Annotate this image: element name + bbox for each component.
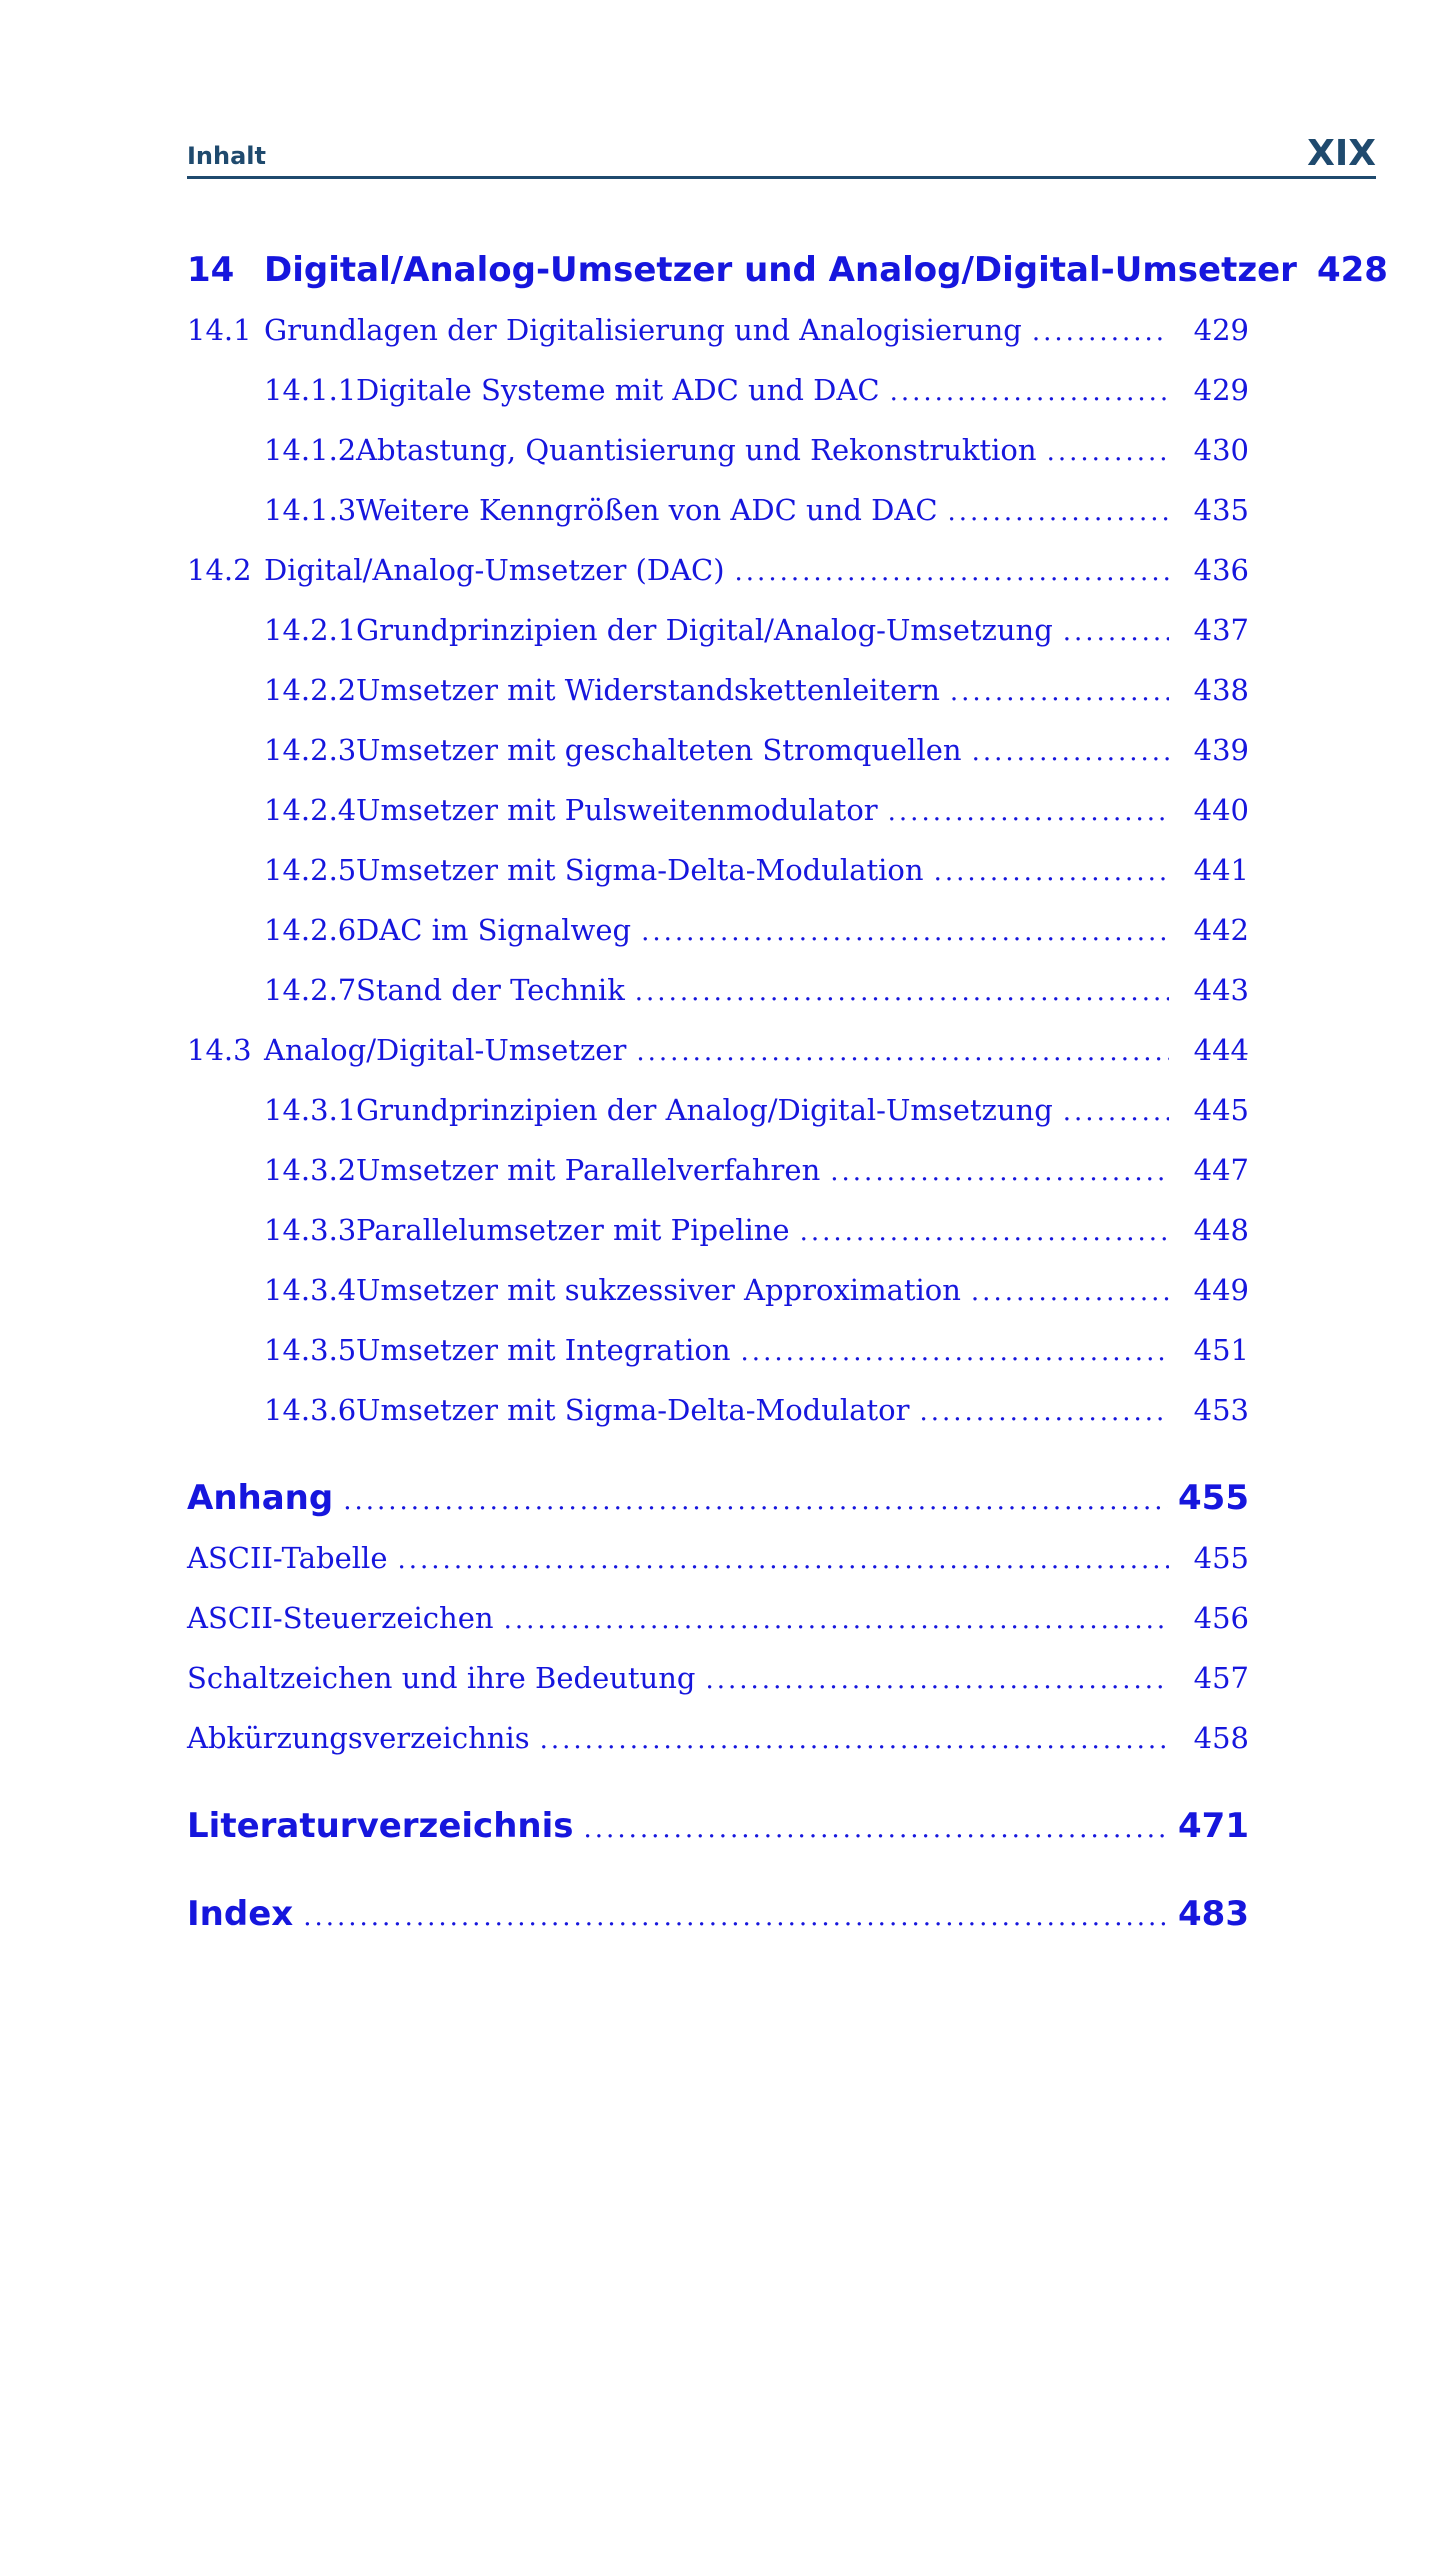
section-spacer xyxy=(187,1856,1249,1884)
entry-page: 436 xyxy=(1193,553,1249,587)
toc-index[interactable] xyxy=(187,1884,1249,1944)
appendix-item-title: ASCII-Steuerzeichen xyxy=(187,1601,494,1635)
toc-entry[interactable] xyxy=(187,660,1249,720)
entry-number: 14.1.2 xyxy=(264,433,357,467)
dot-leader xyxy=(1063,1082,1169,1142)
entry-title: DAC im Signalweg xyxy=(356,913,632,947)
dot-leader xyxy=(934,842,1169,902)
toc-entry[interactable] xyxy=(187,1380,1249,1440)
entry-page: 440 xyxy=(1193,793,1249,827)
entry-title: Digitale Systeme mit ADC und DAC xyxy=(356,373,880,407)
entry-title: Umsetzer mit Parallelverfahren xyxy=(356,1153,821,1187)
entry-number: 14.3.4 xyxy=(264,1273,357,1307)
entry-number: 14.3 xyxy=(187,1033,252,1067)
entry-number: 14.2.6 xyxy=(264,913,357,947)
toc-entry[interactable] xyxy=(187,300,1249,360)
dot-leader xyxy=(735,542,1169,602)
appendix-item-page: 458 xyxy=(1193,1721,1249,1755)
entry-number: 14.2.5 xyxy=(264,853,357,887)
entry-number: 14.2.2 xyxy=(264,673,357,707)
entry-number: 14.1.1 xyxy=(264,373,357,407)
entry-page: 435 xyxy=(1193,493,1249,527)
entry-number: 14.2.1 xyxy=(264,613,357,647)
dot-leader xyxy=(398,1530,1170,1590)
appendix-item-title: Abkürzungsverzeichnis xyxy=(187,1721,530,1755)
entry-number: 14.3.2 xyxy=(264,1153,357,1187)
dot-leader xyxy=(972,722,1169,782)
entry-number: 14.2 xyxy=(187,553,252,587)
entry-title: Umsetzer mit Sigma-Delta-Modulator xyxy=(356,1393,910,1427)
toc-bibliography[interactable] xyxy=(187,1796,1249,1856)
entry-page: 438 xyxy=(1193,673,1249,707)
entry-number: 14.2.4 xyxy=(264,793,357,827)
toc-entry[interactable] xyxy=(187,1260,1249,1320)
chapter-title: Digital/Analog-Umsetzer und Analog/Digital-Umsetzer xyxy=(264,250,1297,290)
entry-title: Umsetzer mit geschalteten Stromquellen xyxy=(356,733,962,767)
dot-leader xyxy=(303,1887,1168,1947)
dot-leader xyxy=(705,1650,1169,1710)
toc-entry[interactable] xyxy=(187,900,1249,960)
toc-entry[interactable] xyxy=(187,1320,1249,1380)
appendix-item-title: Schaltzeichen und ihre Bedeutung xyxy=(187,1661,696,1695)
entry-page: 437 xyxy=(1193,613,1249,647)
index-title: Index xyxy=(187,1894,294,1934)
appendix-page: 455 xyxy=(1178,1478,1249,1518)
dot-leader xyxy=(948,482,1169,542)
entry-title: Grundlagen der Digitalisierung und Analogisierung xyxy=(264,313,1022,347)
toc-appendix-item[interactable] xyxy=(187,1528,1249,1588)
entry-title: Grundprinzipien der Analog/Digital-Umsetzung xyxy=(356,1093,1053,1127)
appendix-item-page: 456 xyxy=(1193,1601,1249,1635)
entry-page: 443 xyxy=(1193,973,1249,1007)
entry-page: 451 xyxy=(1193,1333,1249,1367)
toc-chapter-14[interactable] xyxy=(187,240,1388,300)
toc-entry[interactable] xyxy=(187,1020,1249,1080)
dot-leader xyxy=(830,1142,1169,1202)
appendix-item-page: 457 xyxy=(1193,1661,1249,1695)
toc-entry[interactable] xyxy=(187,360,1249,420)
entry-page: 429 xyxy=(1193,313,1249,347)
dot-leader xyxy=(641,902,1169,962)
entry-page: 448 xyxy=(1193,1213,1249,1247)
table-of-contents xyxy=(187,240,1388,1944)
entry-page: 429 xyxy=(1193,373,1249,407)
entry-number: 14.1.3 xyxy=(264,493,357,527)
entry-number: 14.3.5 xyxy=(264,1333,357,1367)
toc-entry[interactable] xyxy=(187,420,1249,480)
entry-page: 449 xyxy=(1193,1273,1249,1307)
entry-page: 441 xyxy=(1193,853,1249,887)
dot-leader xyxy=(890,362,1169,422)
section-spacer xyxy=(187,1440,1249,1468)
entry-title: Umsetzer mit Widerstandskettenleitern xyxy=(356,673,940,707)
entry-number: 14.2.3 xyxy=(264,733,357,767)
entry-page: 445 xyxy=(1193,1093,1249,1127)
dot-leader xyxy=(504,1590,1169,1650)
entry-page: 442 xyxy=(1193,913,1249,947)
toc-entry[interactable] xyxy=(187,1200,1249,1260)
entry-title: Umsetzer mit Pulsweitenmodulator xyxy=(356,793,878,827)
chapter-number: 14 xyxy=(187,250,235,290)
entry-page: 444 xyxy=(1193,1033,1249,1067)
running-head-section: Inhalt xyxy=(187,142,266,170)
entry-title: Umsetzer mit sukzessiver Approximation xyxy=(356,1273,961,1307)
dot-leader xyxy=(919,1382,1169,1442)
entry-page: 430 xyxy=(1193,433,1249,467)
toc-entry[interactable] xyxy=(187,1140,1249,1200)
bibliography-page: 471 xyxy=(1178,1806,1249,1846)
dot-leader xyxy=(888,782,1169,842)
bibliography-title: Literaturverzeichnis xyxy=(187,1806,574,1846)
dot-leader xyxy=(1063,602,1169,662)
appendix-item-title: ASCII-Tabelle xyxy=(187,1541,388,1575)
entry-page: 439 xyxy=(1193,733,1249,767)
entry-title: Weitere Kenngrößen von ADC und DAC xyxy=(356,493,938,527)
dot-leader xyxy=(950,662,1169,722)
entry-title: Parallelumsetzer mit Pipeline xyxy=(356,1213,790,1247)
dot-leader xyxy=(971,1262,1169,1322)
toc-entry[interactable] xyxy=(187,840,1249,900)
dot-leader xyxy=(741,1322,1169,1382)
entry-number: 14.3.1 xyxy=(264,1093,357,1127)
section-spacer xyxy=(187,1768,1249,1796)
dot-leader xyxy=(636,1022,1169,1082)
entry-number: 14.3.3 xyxy=(264,1213,357,1247)
dot-leader xyxy=(1032,302,1169,362)
dot-leader xyxy=(584,1799,1168,1859)
header-rule xyxy=(187,176,1376,179)
dot-leader xyxy=(800,1202,1169,1262)
toc-appendix-heading[interactable] xyxy=(187,1468,1249,1528)
entry-number: 14.3.6 xyxy=(264,1393,357,1427)
index-page: 483 xyxy=(1178,1894,1249,1934)
entry-number: 14.1 xyxy=(187,313,252,347)
toc-appendix-item[interactable] xyxy=(187,1648,1249,1708)
running-head-page-number: XIX xyxy=(1307,133,1376,174)
appendix-item-page: 455 xyxy=(1193,1541,1249,1575)
toc-entry[interactable] xyxy=(187,480,1249,540)
chapter-page: 428 xyxy=(1316,250,1388,290)
toc-entry[interactable] xyxy=(187,540,1249,600)
entry-title: Abtastung, Quantisierung und Rekonstruktion xyxy=(356,433,1037,467)
running-head xyxy=(187,128,1376,178)
toc-entry[interactable] xyxy=(187,1080,1249,1140)
dot-leader xyxy=(1047,422,1169,482)
entry-page: 453 xyxy=(1193,1393,1249,1427)
entry-title: Analog/Digital-Umsetzer xyxy=(264,1033,627,1067)
dot-leader xyxy=(540,1710,1169,1770)
toc-appendix-item[interactable] xyxy=(187,1588,1249,1648)
entry-title: Digital/Analog-Umsetzer (DAC) xyxy=(264,553,725,587)
dot-leader xyxy=(343,1471,1168,1531)
toc-entry[interactable] xyxy=(187,600,1249,660)
entry-title: Stand der Technik xyxy=(356,973,625,1007)
entry-page: 447 xyxy=(1193,1153,1249,1187)
dot-leader xyxy=(635,962,1169,1022)
toc-entries xyxy=(187,300,1249,1440)
entry-title: Grundprinzipien der Digital/Analog-Umsetzung xyxy=(356,613,1053,647)
entry-title: Umsetzer mit Integration xyxy=(356,1333,731,1367)
entry-number: 14.2.7 xyxy=(264,973,357,1007)
toc-entry[interactable] xyxy=(187,780,1249,840)
appendix-title: Anhang xyxy=(187,1478,334,1518)
toc-entry[interactable] xyxy=(187,720,1249,780)
toc-appendix-item[interactable] xyxy=(187,1708,1249,1768)
entry-title: Umsetzer mit Sigma-Delta-Modulation xyxy=(356,853,924,887)
toc-entry[interactable] xyxy=(187,960,1249,1020)
